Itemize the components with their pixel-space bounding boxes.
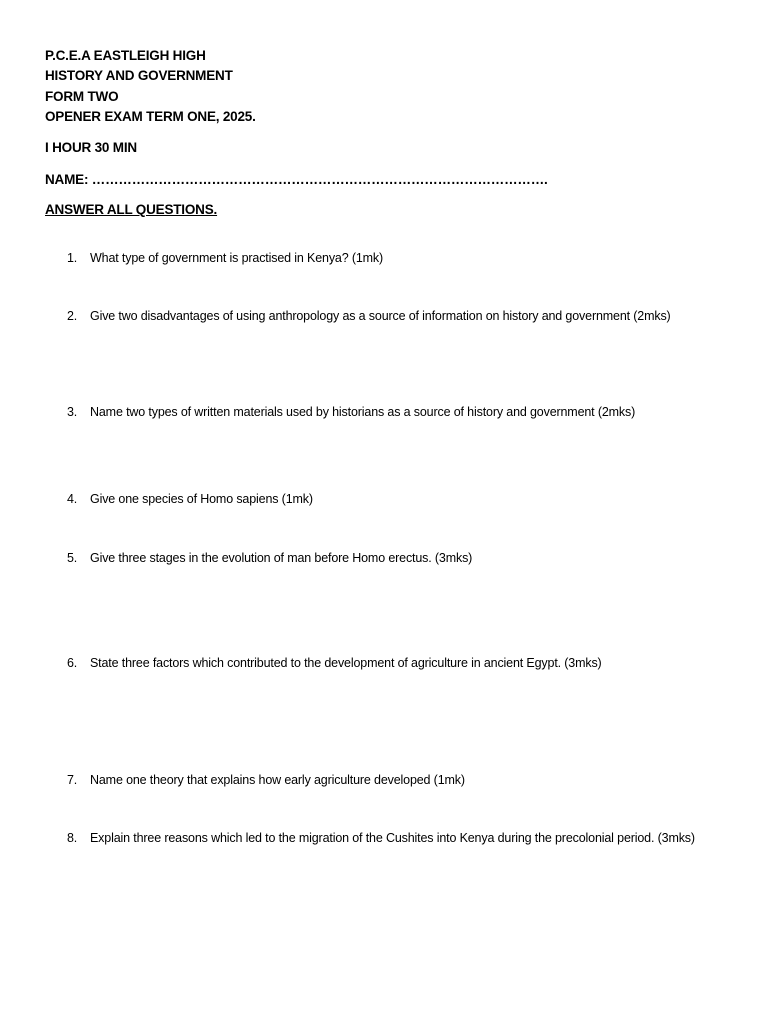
question-number: 3. bbox=[67, 405, 78, 419]
question-number: 5. bbox=[67, 551, 78, 565]
question-number: 2. bbox=[67, 309, 78, 323]
question-text: State three factors which contributed to the development of agriculture in ancient Egypt. (3mks) bbox=[90, 656, 602, 670]
question-number: 4. bbox=[67, 492, 78, 506]
question-text: Name two types of written materials used by historians as a source of history and government (2mks) bbox=[90, 405, 636, 419]
name-field: NAME: …………………………………………………………………………………………. bbox=[45, 172, 548, 187]
exam-duration: I HOUR 30 MIN bbox=[45, 140, 137, 155]
question-text: Give one species of Homo sapiens (1mk) bbox=[90, 492, 313, 506]
subject-title: HISTORY AND GOVERNMENT bbox=[45, 68, 233, 83]
question-number: 8. bbox=[67, 831, 78, 845]
question-number: 1. bbox=[67, 251, 78, 265]
school-name: P.C.E.A EASTLEIGH HIGH bbox=[45, 48, 206, 63]
question-text: Explain three reasons which led to the migration of the Cushites into Kenya during the precolonial period. (3mks) bbox=[90, 831, 695, 845]
form-level: FORM TWO bbox=[45, 89, 119, 104]
question-text: Name one theory that explains how early agriculture developed (1mk) bbox=[90, 773, 465, 787]
exam-title: OPENER EXAM TERM ONE, 2025. bbox=[45, 109, 256, 124]
question-number: 7. bbox=[67, 773, 78, 787]
question-text: Give two disadvantages of using anthropology as a source of information on history and government (2mks) bbox=[90, 309, 671, 323]
question-text: Give three stages in the evolution of man before Homo erectus. (3mks) bbox=[90, 551, 473, 565]
question-text: What type of government is practised in Kenya? (1mk) bbox=[90, 251, 384, 265]
question-number: 6. bbox=[67, 656, 78, 670]
instruction-heading: ANSWER ALL QUESTIONS. bbox=[45, 202, 218, 217]
